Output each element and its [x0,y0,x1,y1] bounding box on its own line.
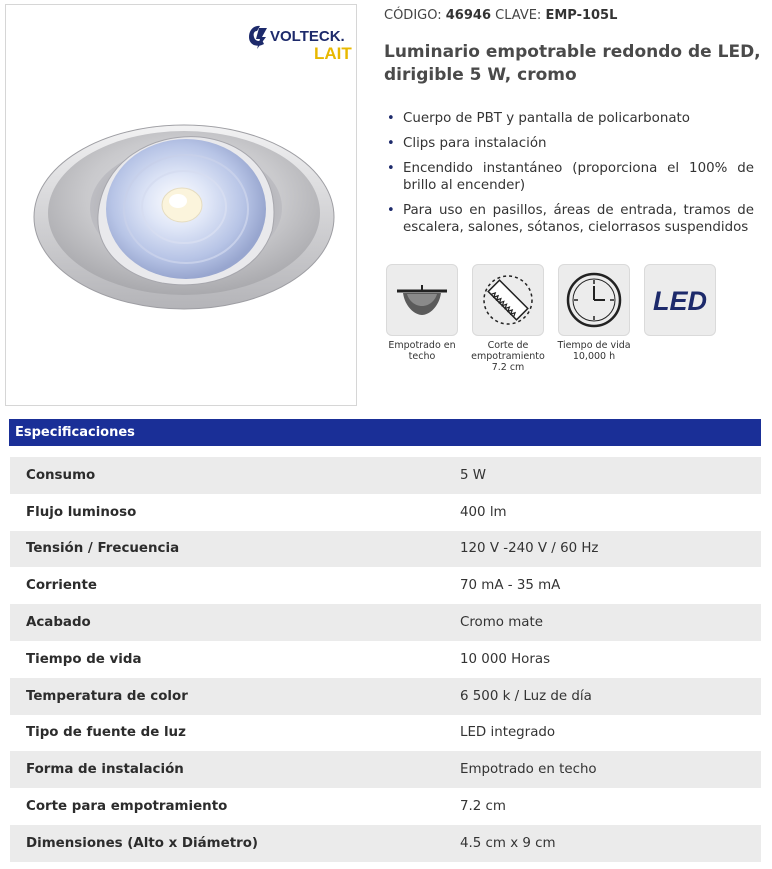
icon-caption: Tiempo de vida 10,000 h [557,340,631,362]
icon-card-led [644,264,716,336]
feature-text: Clips para instalación [403,136,547,151]
svg-text:VOLTECK.: VOLTECK. [270,28,345,45]
ceiling-recessed-icon [386,264,458,336]
spec-value: 7.2 cm [460,799,506,815]
spec-label: Temperatura de color [26,688,188,704]
specs-header: Especificaciones [9,419,761,446]
table-row [10,751,761,788]
spec-value: 70 mA - 35 mA [460,578,561,594]
spec-value: LED integrado [460,725,556,741]
icon-caption: Empotrado en techo [388,340,456,362]
svg-text:LED: LED [653,286,707,316]
icon-card-cutout [472,264,544,373]
svg-text:LAIT: LAIT [314,44,352,63]
spec-label: Tensión / Frecuencia [26,541,180,557]
spec-value: 400 lm [460,504,507,520]
spec-value: 120 V -240 V / 60 Hz [460,541,599,557]
spec-label: Tiempo de vida [26,651,142,667]
specs-table [10,457,761,862]
bullet-icon: • [387,161,395,176]
icon-card-recessed [386,264,458,362]
feature-item [384,202,754,236]
code-label: CÓDIGO: [384,8,442,23]
cutout-saw-icon [472,264,544,336]
spec-label: Consumo [26,467,96,483]
spec-label: Flujo luminoso [26,504,137,520]
spec-value: 5 W [460,467,487,483]
bullet-icon: • [387,203,395,218]
table-row [10,715,761,752]
feature-text: Encendido instantáneo (proporciona el 100% de brillo al encender) [403,161,754,193]
table-row [10,531,761,568]
brand-logo [246,17,356,63]
bullet-icon: • [387,136,395,151]
product-title: Luminario empotrable redondo de LED, dirigible 5 W, cromo [384,42,761,85]
feature-item [384,110,754,127]
spec-label: Dimensiones (Alto x Diámetro) [26,835,259,851]
feature-item [384,135,754,152]
led-icon [644,264,716,336]
product-image-panel [5,4,357,406]
product-code-line [384,8,617,23]
table-row [10,788,761,825]
table-row [10,825,761,862]
spec-value: 6 500 k / Luz de día [460,688,592,704]
icon-card-lifetime [558,264,630,362]
luminaire-photo [32,113,340,347]
spec-value: 4.5 cm x 9 cm [460,835,556,851]
table-row [10,494,761,531]
spec-label: Tipo de fuente de luz [26,725,186,741]
spec-label: Corriente [26,578,97,594]
key-label: CLAVE: [495,8,542,23]
icon-caption: Corte de empotramiento 7.2 cm [471,340,545,373]
spec-value: Empotrado en techo [460,762,597,778]
table-row [10,567,761,604]
clock-icon [558,264,630,336]
table-row [10,641,761,678]
feature-text: Para uso en pasillos, áreas de entrada, tramos de escalera, salones, sótanos, cielorrasos suspendidos [403,203,754,235]
bullet-icon: • [387,111,395,126]
spec-value: 10 000 Horas [460,651,551,667]
spec-label: Forma de instalación [26,762,184,778]
feature-list [384,110,754,244]
spec-label: Acabado [26,615,91,631]
volteck-mark-icon [249,26,267,49]
spec-label: Corte para empotramiento [26,799,228,815]
key-value: EMP-105L [545,8,618,23]
feature-text: Cuerpo de PBT y pantalla de policarbonato [403,111,690,126]
table-row [10,457,761,494]
table-row [10,604,761,641]
code-value: 46946 [445,8,491,23]
feature-item [384,160,754,194]
spec-value: Cromo mate [460,615,543,631]
table-row [10,678,761,715]
